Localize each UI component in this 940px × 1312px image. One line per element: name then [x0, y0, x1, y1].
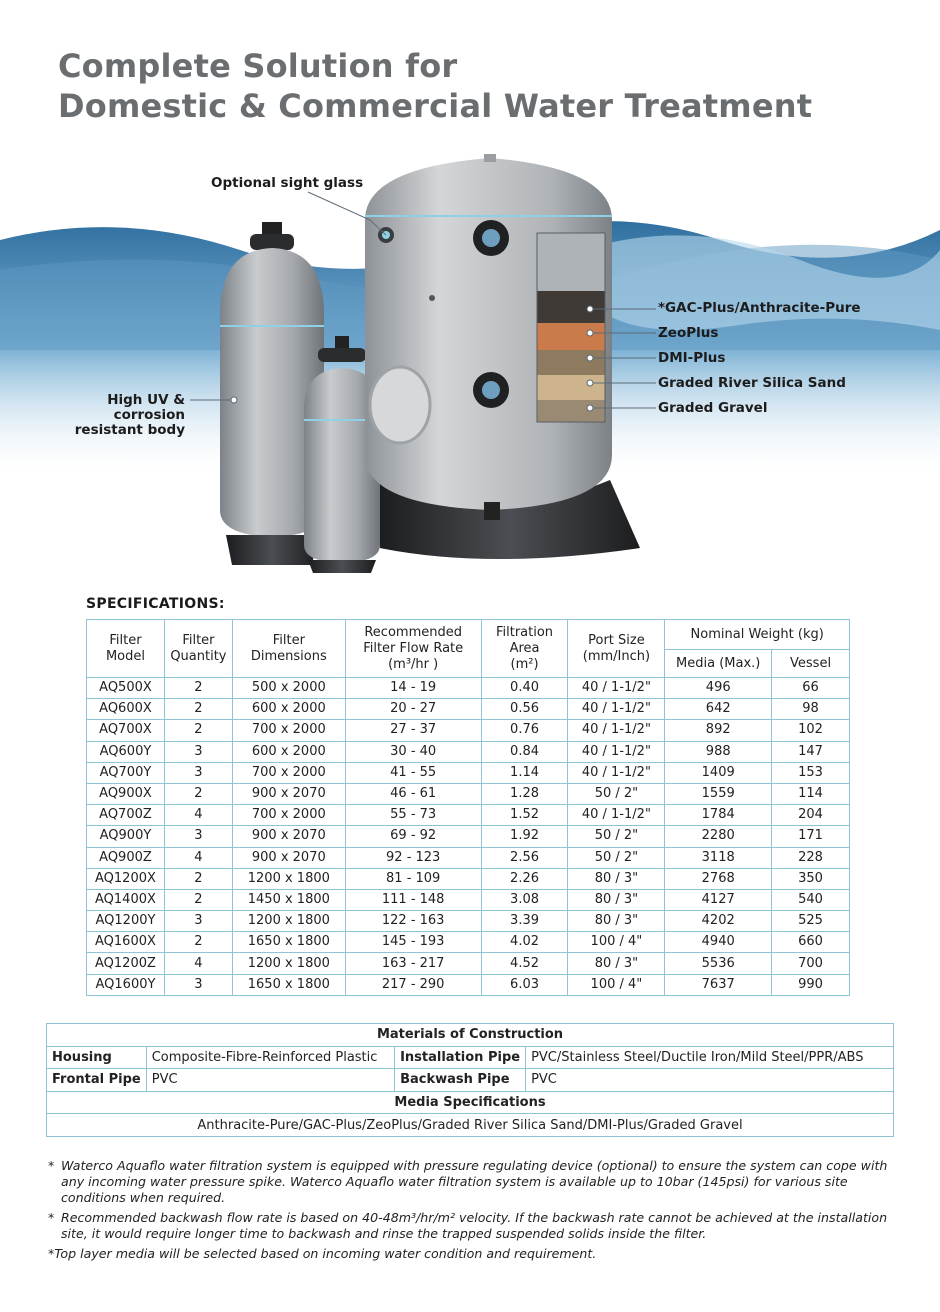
media-specifications-heading: Media Specifications [47, 1091, 894, 1114]
table-row [87, 805, 850, 826]
cell-port-size: 100 / 4" [568, 932, 665, 953]
cell-area: 0.76 [481, 720, 568, 741]
header-flow-rate: Recommended Filter Flow Rate (m³/hr ) [345, 620, 481, 678]
cell-vessel-weight: 540 [772, 889, 850, 910]
cell-media-weight: 4940 [665, 932, 772, 953]
table-row [87, 932, 850, 953]
cell-port-size: 40 / 1-1/2" [568, 699, 665, 720]
header-filter-model: Filter Model [87, 620, 165, 678]
cell-dimensions: 900 x 2070 [232, 783, 345, 804]
layer-gac [537, 291, 605, 323]
cell-flow-rate: 20 - 27 [345, 699, 481, 720]
cell-quantity: 3 [164, 911, 232, 932]
cell-vessel-weight: 700 [772, 953, 850, 974]
cell-dimensions: 700 x 2000 [232, 805, 345, 826]
cell-media-weight: 2768 [665, 868, 772, 889]
cell-vessel-weight: 525 [772, 911, 850, 932]
cell-flow-rate: 30 - 40 [345, 741, 481, 762]
cell-model: AQ600Y [87, 741, 165, 762]
cell-port-size: 50 / 2" [568, 826, 665, 847]
backwash-pipe-label: Backwash Pipe [395, 1069, 526, 1092]
frontal-pipe-value: PVC [146, 1069, 394, 1092]
footnote-2-text: Recommended backwash flow rate is based on 40-48m³/hr/m² velocity. If the backwash rate cannot be achieved at the installation site, it would require longer time to backwash and rinse the trapped suspended solids inside the filter. [61, 1210, 888, 1241]
specifications-table-body [87, 678, 850, 996]
table-row [87, 699, 850, 720]
cell-dimensions: 1650 x 1800 [232, 974, 345, 995]
cell-flow-rate: 46 - 61 [345, 783, 481, 804]
cell-model: AQ700X [87, 720, 165, 741]
cell-area: 1.28 [481, 783, 568, 804]
cell-dimensions: 1200 x 1800 [232, 868, 345, 889]
cell-port-size: 40 / 1-1/2" [568, 720, 665, 741]
cell-port-size: 40 / 1-1/2" [568, 741, 665, 762]
cell-flow-rate: 69 - 92 [345, 826, 481, 847]
large-filter-tank [365, 154, 640, 559]
cell-port-size: 80 / 3" [568, 911, 665, 932]
table-row [87, 847, 850, 868]
cell-port-size: 40 / 1-1/2" [568, 678, 665, 699]
header-nominal-weight: Nominal Weight (kg) [665, 620, 850, 650]
table-row [87, 889, 850, 910]
installation-pipe-label: Installation Pipe [395, 1046, 526, 1069]
cell-dimensions: 1200 x 1800 [232, 911, 345, 932]
cell-quantity: 2 [164, 932, 232, 953]
callout-body-line-2: corrosion [113, 407, 185, 423]
cell-vessel-weight: 102 [772, 720, 850, 741]
cell-media-weight: 4202 [665, 911, 772, 932]
cell-model: AQ1200X [87, 868, 165, 889]
header-filter-quantity: Filter Quantity [164, 620, 232, 678]
cell-model: AQ900Z [87, 847, 165, 868]
cell-dimensions: 1450 x 1800 [232, 889, 345, 910]
table-row [87, 783, 850, 804]
cell-area: 4.02 [481, 932, 568, 953]
cell-media-weight: 3118 [665, 847, 772, 868]
materials-heading: Materials of Construction [47, 1024, 894, 1047]
cell-area: 1.14 [481, 762, 568, 783]
cell-vessel-weight: 153 [772, 762, 850, 783]
cell-vessel-weight: 171 [772, 826, 850, 847]
footnote-2-asterisk: * [48, 1210, 55, 1225]
table-row [87, 762, 850, 783]
cell-port-size: 80 / 3" [568, 868, 665, 889]
header-vessel: Vessel [772, 650, 850, 678]
housing-label: Housing [47, 1046, 147, 1069]
callout-layer-zeoplus: ZeoPlus [658, 325, 719, 341]
cell-dimensions: 600 x 2000 [232, 741, 345, 762]
cell-quantity: 3 [164, 762, 232, 783]
cell-vessel-weight: 66 [772, 678, 850, 699]
cell-model: AQ1200Z [87, 953, 165, 974]
cell-model: AQ1600Y [87, 974, 165, 995]
cutaway-empty [537, 233, 605, 291]
cell-dimensions: 500 x 2000 [232, 678, 345, 699]
layer-sand [537, 375, 605, 400]
cell-quantity: 3 [164, 741, 232, 762]
callout-body [60, 393, 185, 438]
cell-flow-rate: 122 - 163 [345, 911, 481, 932]
cell-quantity: 2 [164, 868, 232, 889]
cell-vessel-weight: 147 [772, 741, 850, 762]
cell-vessel-weight: 228 [772, 847, 850, 868]
table-row [87, 911, 850, 932]
header-port-size: Port Size (mm/Inch) [568, 620, 665, 678]
cell-media-weight: 4127 [665, 889, 772, 910]
callout-body-line-3: resistant body [74, 422, 185, 438]
title-line-1: Complete Solution for [58, 47, 458, 85]
layer-dmi [537, 350, 605, 375]
cell-quantity: 2 [164, 699, 232, 720]
cell-flow-rate: 81 - 109 [345, 868, 481, 889]
cell-dimensions: 700 x 2000 [232, 762, 345, 783]
cell-dimensions: 900 x 2070 [232, 826, 345, 847]
cell-area: 4.52 [481, 953, 568, 974]
footnote-3: *Top layer media will be selected based on incoming water condition and requirement. [48, 1246, 597, 1261]
cell-port-size: 80 / 3" [568, 889, 665, 910]
cell-flow-rate: 111 - 148 [345, 889, 481, 910]
cell-dimensions: 1200 x 1800 [232, 953, 345, 974]
layer-zeoplus [537, 323, 605, 350]
cell-vessel-weight: 990 [772, 974, 850, 995]
cell-media-weight: 1559 [665, 783, 772, 804]
cell-port-size: 40 / 1-1/2" [568, 762, 665, 783]
cell-flow-rate: 14 - 19 [345, 678, 481, 699]
frontal-pipe-label: Frontal Pipe [47, 1069, 147, 1092]
cell-flow-rate: 41 - 55 [345, 762, 481, 783]
callout-sight-glass: Optional sight glass [211, 175, 364, 191]
cell-quantity: 4 [164, 953, 232, 974]
cell-flow-rate: 92 - 123 [345, 847, 481, 868]
cell-port-size: 100 / 4" [568, 974, 665, 995]
layer-gravel [537, 400, 605, 422]
cell-quantity: 2 [164, 678, 232, 699]
cell-media-weight: 1409 [665, 762, 772, 783]
cell-vessel-weight: 114 [772, 783, 850, 804]
cell-area: 0.56 [481, 699, 568, 720]
housing-value: Composite-Fibre-Reinforced Plastic [146, 1046, 394, 1069]
installation-pipe-value: PVC/Stainless Steel/Ductile Iron/Mild Steel/PPR/ABS [526, 1046, 894, 1069]
cell-flow-rate: 145 - 193 [345, 932, 481, 953]
cell-dimensions: 700 x 2000 [232, 720, 345, 741]
cell-dimensions: 600 x 2000 [232, 699, 345, 720]
cell-model: AQ1200Y [87, 911, 165, 932]
footnote-2 [48, 1210, 898, 1242]
cell-media-weight: 1784 [665, 805, 772, 826]
cell-dimensions: 900 x 2070 [232, 847, 345, 868]
cell-area: 6.03 [481, 974, 568, 995]
cell-area: 2.26 [481, 868, 568, 889]
table-row [87, 826, 850, 847]
table-row [87, 868, 850, 889]
cell-vessel-weight: 350 [772, 868, 850, 889]
specifications-table [86, 619, 850, 996]
cell-model: AQ700Z [87, 805, 165, 826]
header-filter-dimensions: Filter Dimensions [232, 620, 345, 678]
callout-layer-gac: *GAC-Plus/Anthracite-Pure [658, 300, 861, 316]
specifications-heading: SPECIFICATIONS: [86, 596, 225, 612]
cell-quantity: 4 [164, 805, 232, 826]
table-row [87, 974, 850, 995]
cell-media-weight: 988 [665, 741, 772, 762]
cell-media-weight: 496 [665, 678, 772, 699]
table-row [87, 741, 850, 762]
cell-area: 1.52 [481, 805, 568, 826]
cell-port-size: 80 / 3" [568, 953, 665, 974]
cell-flow-rate: 27 - 37 [345, 720, 481, 741]
media-specifications-value: Anthracite-Pure/GAC-Plus/ZeoPlus/Graded River Silica Sand/DMI-Plus/Graded Gravel [47, 1114, 894, 1137]
cell-media-weight: 7637 [665, 974, 772, 995]
header-filtration-area: Filtration Area (m²) [481, 620, 568, 678]
cell-port-size: 50 / 2" [568, 847, 665, 868]
cell-area: 2.56 [481, 847, 568, 868]
table-row [87, 678, 850, 699]
backwash-pipe-value: PVC [526, 1069, 894, 1092]
cell-area: 0.84 [481, 741, 568, 762]
cell-vessel-weight: 660 [772, 932, 850, 953]
cell-model: AQ1400X [87, 889, 165, 910]
cell-area: 1.92 [481, 826, 568, 847]
cell-quantity: 3 [164, 974, 232, 995]
table-row [87, 953, 850, 974]
callout-layer-sand: Graded River Silica Sand [658, 375, 846, 391]
cell-media-weight: 2280 [665, 826, 772, 847]
cell-port-size: 40 / 1-1/2" [568, 805, 665, 826]
cell-dimensions: 1650 x 1800 [232, 932, 345, 953]
footnote-1-asterisk: * [48, 1158, 55, 1173]
cell-model: AQ600X [87, 699, 165, 720]
callout-body-line-1: High UV & [107, 392, 185, 408]
cell-area: 3.39 [481, 911, 568, 932]
cell-model: AQ500X [87, 678, 165, 699]
cell-model: AQ900X [87, 783, 165, 804]
cell-area: 0.40 [481, 678, 568, 699]
cell-vessel-weight: 98 [772, 699, 850, 720]
cell-media-weight: 5536 [665, 953, 772, 974]
cell-model: AQ900Y [87, 826, 165, 847]
cell-area: 3.08 [481, 889, 568, 910]
cell-quantity: 3 [164, 826, 232, 847]
page-title [58, 46, 812, 126]
cell-quantity: 4 [164, 847, 232, 868]
cell-quantity: 2 [164, 783, 232, 804]
cell-model: AQ700Y [87, 762, 165, 783]
cell-media-weight: 892 [665, 720, 772, 741]
cell-flow-rate: 217 - 290 [345, 974, 481, 995]
footnotes [48, 1158, 898, 1262]
footnote-1-text: Waterco Aquaflo water filtration system is equipped with pressure regulating device (optional) to ensure the system can cope with any incoming water pressure spike. Waterco Aquaflo water filtration system is available up to 10bar (145psi) for various site conditions when required. [61, 1158, 888, 1205]
title-line-2: Domestic & Commercial Water Treatment [58, 87, 813, 125]
cell-vessel-weight: 204 [772, 805, 850, 826]
cell-model: AQ1600X [87, 932, 165, 953]
callout-layer-gravel: Graded Gravel [658, 400, 768, 416]
cell-quantity: 2 [164, 720, 232, 741]
materials-table [46, 1023, 894, 1137]
cell-quantity: 2 [164, 889, 232, 910]
footnote-1 [48, 1158, 898, 1206]
cell-media-weight: 642 [665, 699, 772, 720]
table-row [87, 720, 850, 741]
callout-layer-dmi: DMI-Plus [658, 350, 726, 366]
cell-flow-rate: 163 - 217 [345, 953, 481, 974]
header-media-max: Media (Max.) [665, 650, 772, 678]
cell-flow-rate: 55 - 73 [345, 805, 481, 826]
cell-port-size: 50 / 2" [568, 783, 665, 804]
